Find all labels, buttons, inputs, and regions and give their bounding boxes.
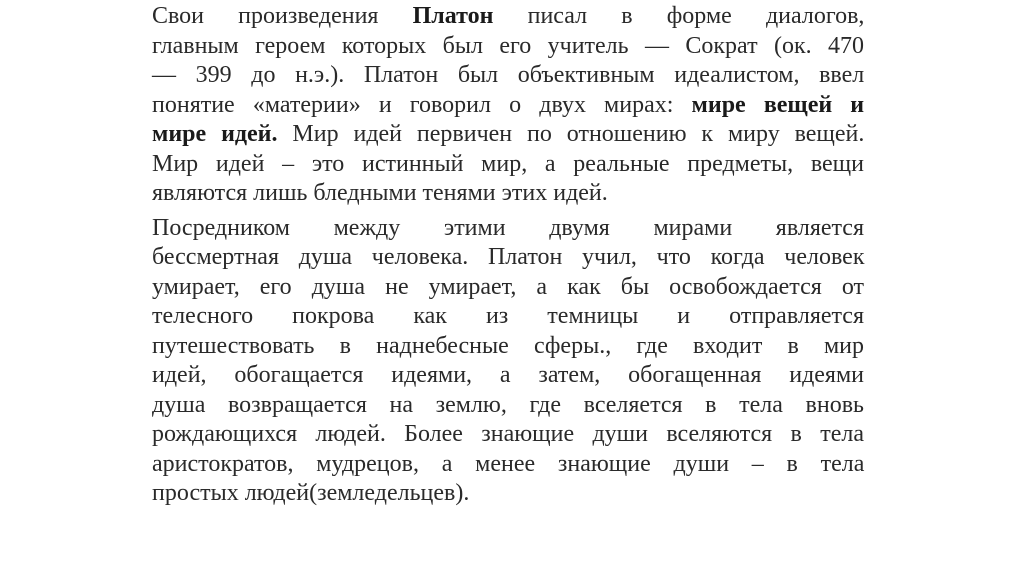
text-line: идей, обогащается идеями, а затем, обогащенная идеями — [152, 362, 864, 388]
text-line — [152, 2, 864, 32]
text-line: главным героем которых был его учитель — Сократ (ок. 470 — [152, 32, 864, 59]
text-line: Мир идей – это истинный мир, а реальные предметы, вещи — [152, 150, 864, 177]
bold-name-platon: Платон — [412, 3, 494, 29]
text-run: Мир идей первичен по отношению к миру вещей. — [277, 121, 865, 147]
text-line: бессмертная душа человека. Платон учил, что когда человек — [152, 244, 865, 270]
bold-term-world-of-ideas: мире идей. — [152, 121, 278, 147]
text-run: Свои произведения — [152, 3, 413, 29]
text-body — [152, 2, 864, 509]
text-line — [152, 91, 864, 121]
bold-term-world-of-things: мире вещей и — [691, 91, 865, 118]
text-line: путешествовать в наднебесные сферы., где входит в мир — [152, 332, 864, 359]
text-line: рождающихся людей. Более знающие души вселяются в тела — [152, 421, 864, 447]
text-line: простых людей(земледельцев). — [152, 480, 470, 506]
text-line: телесного покрова как из темницы и отправляется — [152, 303, 864, 329]
text-line: аристократов, мудрецов, а менее знающие души – в тела — [152, 450, 865, 477]
text-line: Посредником между этими двумя мирами является — [152, 214, 864, 241]
paragraph-platon-dialogues — [152, 2, 864, 209]
paragraph-immortal-soul — [152, 214, 864, 509]
text-line — [152, 120, 864, 150]
text-line: являются лишь бледными тенями этих идей. — [152, 180, 608, 206]
text-line: умирает, его душа не умирает, а как бы освобождается от — [152, 273, 864, 300]
text-run: писал в форме диалогов, — [493, 3, 865, 29]
text-run: понятие «материи» и говорил о двух мирах: — [152, 91, 692, 118]
text-line: душа возвращается на землю, где вселяется в тела вновь — [152, 391, 864, 418]
text-line: — 399 до н.э.). Платон был объективным идеалистом, ввел — [152, 62, 865, 88]
